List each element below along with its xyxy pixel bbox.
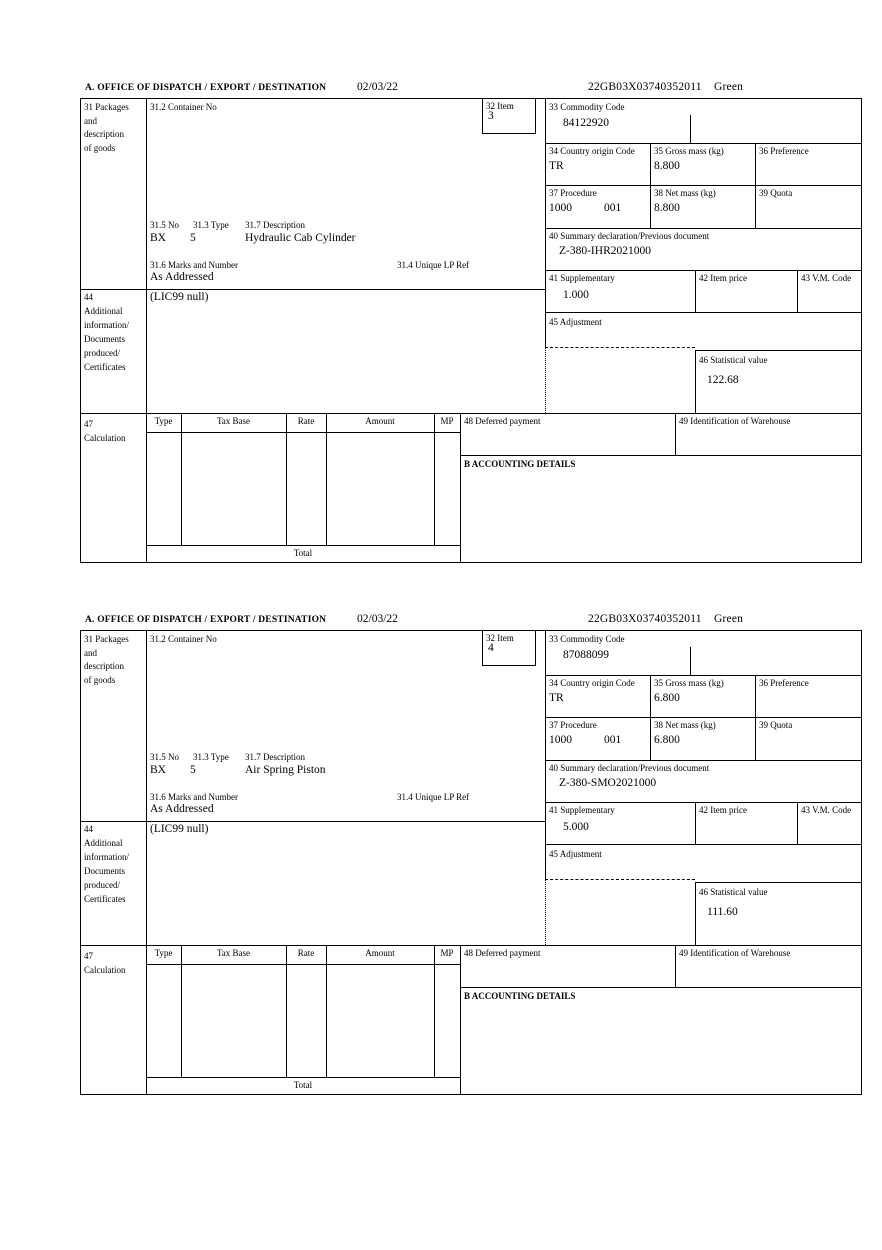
divider	[545, 844, 862, 845]
movement-reference-number: 22GB03X03740352011 Green	[588, 81, 744, 93]
divider	[80, 945, 862, 946]
divider	[482, 630, 483, 665]
divider	[545, 270, 862, 271]
procedure-code-value: 1000	[549, 734, 572, 746]
box35-gross-mass-label: 35 Gross mass (kg)	[654, 146, 724, 156]
col-rate-header: Rate	[297, 416, 315, 426]
dotted-divider	[545, 879, 546, 945]
statistical-value: 111.60	[707, 906, 738, 918]
box36-preference-label: 36 Preference	[759, 678, 809, 688]
divider	[545, 228, 862, 229]
box48-deferred-payment-label: 48 Deferred payment	[464, 416, 541, 426]
col-type-header: Type	[154, 416, 173, 426]
form-outline	[80, 98, 862, 563]
date-value: 02/03/22	[357, 613, 398, 625]
col-amount-header: Amount	[365, 948, 395, 958]
box37-procedure-label: 37 Procedure	[549, 188, 597, 198]
box42-item-price-label: 42 Item price	[699, 273, 747, 283]
procedure-code-value: 1000	[549, 202, 572, 214]
declaration-item-section-2	[0, 612, 882, 1113]
divider	[545, 675, 862, 676]
marks-and-number-value: As Addressed	[150, 803, 214, 815]
box35-gross-mass-label: 35 Gross mass (kg)	[654, 678, 724, 688]
commodity-code-value: 84122920	[563, 117, 609, 129]
box38-net-mass-label: 38 Net mass (kg)	[654, 720, 716, 730]
box31-2-container-no-label: 31.2 Container No	[150, 102, 217, 112]
divider	[695, 882, 696, 945]
box44-additional-info-label: 44 Additional information/ Documents produced/ Certificates	[84, 824, 129, 904]
box42-item-price-label: 42 Item price	[699, 805, 747, 815]
divider	[545, 185, 862, 186]
box36-preference-label: 36 Preference	[759, 146, 809, 156]
box44-additional-info-label: 44 Additional information/ Documents produced/ Certificates	[84, 292, 129, 372]
divider	[650, 675, 651, 760]
divider	[482, 98, 483, 133]
box31-3-type-label: 31.3 Type	[193, 220, 229, 230]
box37-procedure-label: 37 Procedure	[549, 720, 597, 730]
box38-net-mass-label: 38 Net mass (kg)	[654, 188, 716, 198]
col-rate-header: Rate	[297, 948, 315, 958]
marks-and-number-value: As Addressed	[150, 271, 214, 283]
box49-warehouse-label: 49 Identification of Warehouse	[679, 948, 791, 958]
divider	[545, 630, 546, 879]
package-kind-value: BX	[150, 764, 166, 776]
divider	[146, 98, 147, 563]
divider	[545, 760, 862, 761]
office-of-dispatch-label: A. OFFICE OF DISPATCH / EXPORT / DESTINATION	[85, 615, 327, 625]
box31-3-type-label: 31.3 Type	[193, 752, 229, 762]
divider	[695, 802, 696, 844]
statistical-value: 122.68	[707, 374, 739, 386]
commodity-code-tick	[690, 115, 691, 143]
divider	[797, 802, 798, 844]
box34-country-origin-label: 34 Country origin Code	[549, 146, 635, 156]
package-count-value: 5	[190, 764, 196, 776]
box31-packages-label: 31 Packages and description of goods	[84, 634, 129, 685]
item-number-value: 3	[488, 110, 494, 122]
divider	[797, 270, 798, 312]
divider	[545, 717, 862, 718]
net-mass-value: 8.800	[654, 202, 680, 214]
supplementary-units-value: 1.000	[563, 289, 589, 301]
box43-vm-code-label: 43 V.M. Code	[801, 805, 852, 815]
divider	[755, 143, 756, 228]
movement-reference-number: 22GB03X03740352011 Green	[588, 613, 744, 625]
total-label: Total	[293, 548, 313, 558]
form-outline	[80, 630, 862, 1095]
package-count-value: 5	[190, 232, 196, 244]
divider	[675, 945, 676, 987]
net-mass-value: 6.800	[654, 734, 680, 746]
dashed-divider	[545, 347, 695, 348]
box45-adjustment-label: 45 Adjustment	[549, 849, 602, 859]
box45-adjustment-label: 45 Adjustment	[549, 317, 602, 327]
box31-packages-label: 31 Packages and description of goods	[84, 102, 129, 153]
col-amount-header: Amount	[365, 416, 395, 426]
divider	[460, 455, 862, 456]
col-mp-header: MP	[440, 948, 454, 958]
box49-warehouse-label: 49 Identification of Warehouse	[679, 416, 791, 426]
divider	[80, 289, 545, 290]
box31-6-marks-label: 31.6 Marks and Number	[150, 260, 238, 270]
office-of-dispatch-label: A. OFFICE OF DISPATCH / EXPORT / DESTINATION	[85, 83, 327, 93]
box33-commodity-code-label: 33 Commodity Code	[549, 634, 625, 644]
accounting-details-label: B ACCOUNTING DETAILS	[464, 991, 576, 1001]
goods-description-value: Hydraulic Cab Cylinder	[245, 232, 356, 244]
previous-document-value: Z-380-IHR2021000	[559, 245, 651, 257]
divider	[80, 413, 862, 414]
date-value: 02/03/22	[357, 81, 398, 93]
divider	[650, 143, 651, 228]
commodity-code-tick	[690, 647, 691, 675]
gross-mass-value: 8.800	[654, 160, 680, 172]
divider	[460, 413, 461, 563]
box40-summary-declaration-label: 40 Summary declaration/Previous document	[549, 763, 710, 773]
divider	[545, 98, 546, 347]
gross-mass-value: 6.800	[654, 692, 680, 704]
box41-supplementary-label: 41 Supplementary	[549, 273, 615, 283]
declaration-item-section-1	[0, 80, 882, 581]
box31-4-lp-ref-label: 31.4 Unique LP Ref	[397, 260, 470, 270]
box46-statistical-value-label: 46 Statistical value	[699, 355, 768, 365]
divider	[460, 945, 461, 1095]
divider	[695, 350, 696, 413]
country-origin-value: TR	[549, 160, 564, 172]
package-kind-value: BX	[150, 232, 166, 244]
divider	[695, 270, 696, 312]
divider	[460, 987, 862, 988]
total-label: Total	[293, 1080, 313, 1090]
divider	[146, 630, 147, 1095]
divider	[535, 630, 536, 665]
box33-commodity-code-label: 33 Commodity Code	[549, 102, 625, 112]
divider	[146, 545, 460, 546]
box31-7-description-label: 31.7 Description	[245, 220, 305, 230]
box39-quota-label: 39 Quota	[759, 188, 793, 198]
box40-summary-declaration-label: 40 Summary declaration/Previous document	[549, 231, 710, 241]
divider	[695, 882, 862, 883]
divider	[755, 675, 756, 760]
commodity-code-value: 87088099	[563, 649, 609, 661]
item-number-value: 4	[488, 642, 494, 654]
box31-6-marks-label: 31.6 Marks and Number	[150, 792, 238, 802]
box31-7-description-label: 31.7 Description	[245, 752, 305, 762]
divider	[146, 964, 460, 965]
procedure-code-2-value: 001	[604, 734, 622, 746]
divider	[482, 133, 536, 134]
col-tax-base-header: Tax Base	[216, 948, 251, 958]
divider	[482, 665, 536, 666]
additional-info-value: (LIC99 null)	[150, 823, 209, 835]
col-tax-base-header: Tax Base	[216, 416, 251, 426]
box32-item-label: 32 Item	[486, 101, 514, 111]
box47-calculation-label: 47 Calculation	[84, 951, 126, 975]
additional-info-value: (LIC99 null)	[150, 291, 209, 303]
box47-calculation-label: 47 Calculation	[84, 419, 126, 443]
goods-description-value: Air Spring Piston	[245, 764, 326, 776]
divider	[675, 413, 676, 455]
divider	[695, 350, 862, 351]
divider	[535, 98, 536, 133]
accounting-details-label: B ACCOUNTING DETAILS	[464, 459, 576, 469]
divider	[146, 1077, 460, 1078]
dashed-divider	[545, 879, 695, 880]
box43-vm-code-label: 43 V.M. Code	[801, 273, 852, 283]
box46-statistical-value-label: 46 Statistical value	[699, 887, 768, 897]
divider	[545, 802, 862, 803]
dotted-divider	[545, 347, 546, 413]
col-type-header: Type	[154, 948, 173, 958]
box34-country-origin-label: 34 Country origin Code	[549, 678, 635, 688]
box41-supplementary-label: 41 Supplementary	[549, 805, 615, 815]
divider	[146, 432, 460, 433]
box32-item-label: 32 Item	[486, 633, 514, 643]
divider	[545, 143, 862, 144]
box31-2-container-no-label: 31.2 Container No	[150, 634, 217, 644]
col-mp-header: MP	[440, 416, 454, 426]
country-origin-value: TR	[549, 692, 564, 704]
divider	[80, 821, 545, 822]
procedure-code-2-value: 001	[604, 202, 622, 214]
previous-document-value: Z-380-SMO2021000	[559, 777, 657, 789]
box31-5-no-label: 31.5 No	[150, 752, 179, 762]
box39-quota-label: 39 Quota	[759, 720, 793, 730]
box31-4-lp-ref-label: 31.4 Unique LP Ref	[397, 792, 470, 802]
box31-5-no-label: 31.5 No	[150, 220, 179, 230]
supplementary-units-value: 5.000	[563, 821, 589, 833]
box48-deferred-payment-label: 48 Deferred payment	[464, 948, 541, 958]
divider	[545, 312, 862, 313]
